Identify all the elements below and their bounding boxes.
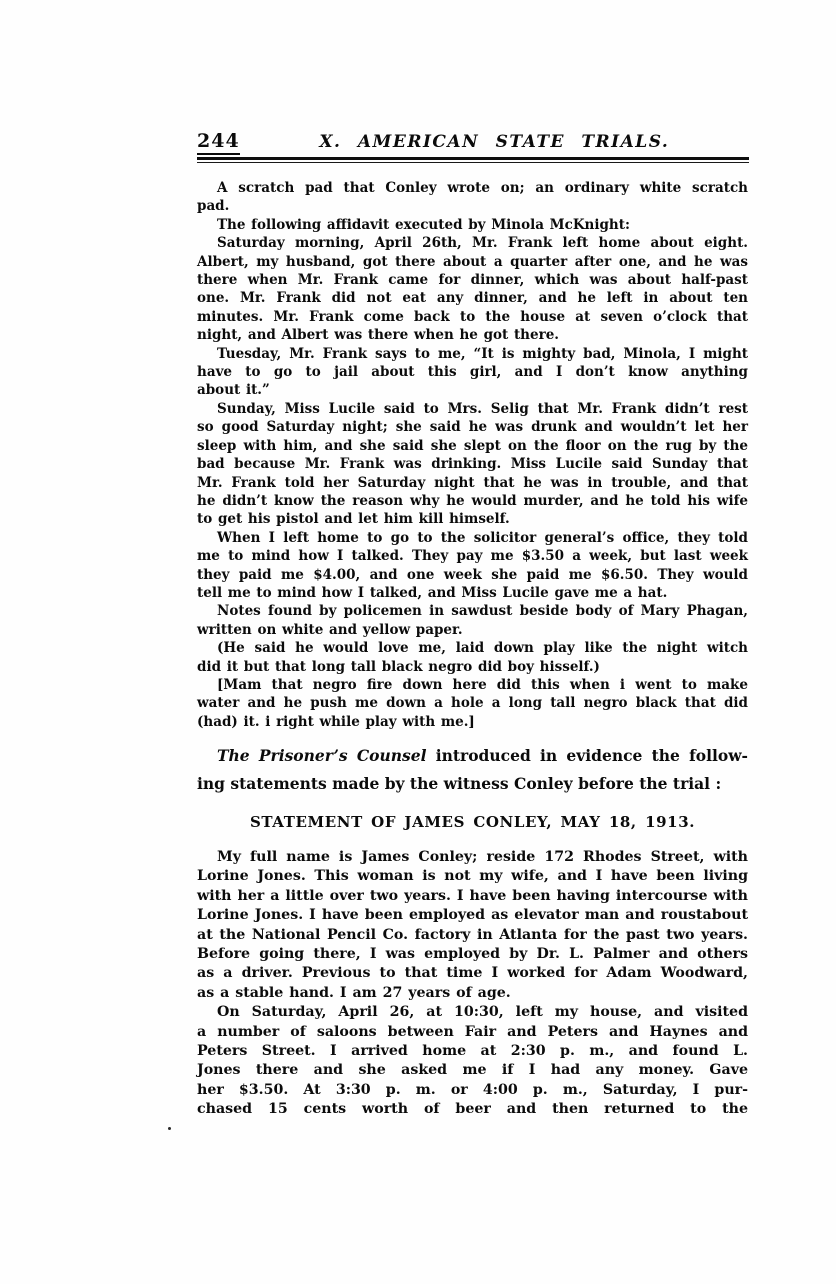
text-line: ing statements made by the witness Conley before the trial : — [197, 773, 722, 793]
text-line: chased 15 cents worth of beer and then returned to the — [197, 1101, 748, 1118]
text-line: did it but that long tall black negro did boy hisself.) — [197, 658, 600, 675]
text-line: sleep with him, and she said she slept on the floor on the rug by the — [197, 437, 748, 454]
header-rule-thick — [197, 157, 749, 160]
text-line: Albert, my husband, got there about a quarter after one, and he was — [197, 253, 748, 270]
text-line: water and he push me down a hole a long tall negro black that did — [197, 695, 748, 712]
text-line: there when Mr. Frank came for dinner, which was about half-past — [197, 272, 748, 289]
text-line: pad. — [197, 198, 230, 215]
text-line: bad because Mr. Frank was drinking. Miss Lucile said Sunday that — [197, 456, 748, 473]
text-line: at the National Pencil Co. factory in Atlanta for the past two years. — [197, 926, 748, 943]
text-line: so good Saturday night; she said he was drunk and wouldn’t let her — [197, 419, 748, 436]
paragraph — [197, 676, 748, 731]
text-line: (had) it. i right while play with me.] — [197, 713, 475, 730]
paragraph — [197, 179, 748, 216]
text-line: he didn’t know the reason why he would murder, and he told his wife — [197, 492, 748, 509]
counsel-intro-paragraph — [197, 742, 748, 797]
paragraph — [197, 529, 748, 603]
counsel-intro-rest: introduced in evidence the follow- — [426, 746, 748, 765]
text-line: as a driver. Previous to that time I worked for Adam Woodward, — [197, 965, 748, 982]
text-line: one. Mr. Frank did not eat any dinner, and he left in about ten — [197, 290, 748, 307]
text-line: The following affidavit executed by Minola McKnight: — [217, 216, 630, 233]
text-line — [197, 742, 748, 770]
header-rule-thin — [197, 162, 749, 163]
text-line: written on white and yellow paper. — [197, 621, 463, 638]
text-line: Notes found by policemen in sawdust beside body of Mary Phagan, — [217, 603, 748, 620]
text-line: Saturday morning, April 26th, Mr. Frank left home about eight. — [217, 235, 748, 252]
counsel-intro-lead: The Prisoner’s Counsel — [217, 746, 427, 765]
statement-heading: STATEMENT OF JAMES CONLEY, MAY 18, 1913. — [249, 813, 696, 831]
text-line: about it.” — [197, 382, 270, 399]
ink-dot-artifact — [168, 1127, 171, 1130]
text-line: Peters Street. I arrived home at 2:30 p. m., and found L. — [197, 1043, 748, 1060]
text-line: Tuesday, Mr. Frank says to me, “It is mighty bad, Minola, I might — [217, 345, 748, 362]
text-line: to get his pistol and let him kill himself. — [197, 511, 510, 528]
text-line: her $3.50. At 3:30 p. m. or 4:00 p. m., Saturday, I pur- — [197, 1081, 748, 1098]
text-line: Before going there, I was employed by Dr. L. Palmer and others — [197, 946, 748, 963]
text-line: Sunday, Miss Lucile said to Mrs. Selig that Mr. Frank didn’t rest — [217, 400, 748, 417]
paragraph — [197, 602, 748, 639]
text-line: A scratch pad that Conley wrote on; an ordinary white scratch — [217, 180, 748, 196]
paragraph — [197, 639, 748, 676]
statement-section — [197, 848, 748, 1120]
paragraph — [197, 234, 748, 344]
paragraph — [197, 216, 748, 234]
text-line: minutes. Mr. Frank come back to the house at seven o’clock that — [197, 308, 748, 325]
text-line: (He said he would love me, laid down play like the night witch — [217, 640, 748, 657]
page-number: 244 — [197, 130, 240, 155]
text-line: me to mind how I talked. They pay me $3.50 a week, but last week — [197, 548, 748, 565]
text-line: Mr. Frank told her Saturday night that he was in trouble, and that — [197, 474, 748, 491]
text-line: My full name is James Conley; reside 172 Rhodes Street, with — [217, 849, 748, 865]
text-line: Lorine Jones. This woman is not my wife, and I have been living — [197, 868, 748, 885]
affidavit-section — [197, 179, 748, 731]
paragraph — [197, 1003, 748, 1119]
text-line: Lorine Jones. I have been employed as elevator man and roustabout — [197, 907, 748, 924]
header-rule — [197, 157, 749, 163]
text-line: On Saturday, April 26, at 10:30, left my house, and visited — [217, 1004, 748, 1021]
paragraph — [197, 848, 748, 1003]
running-title: X. AMERICAN STATE TRIALS. — [319, 132, 670, 152]
page-header — [197, 130, 749, 155]
text-line: night, and Albert was there when he got there. — [197, 327, 559, 344]
text-line: they paid me $4.00, and one week she paid me $6.50. They would — [197, 566, 748, 583]
text-line: tell me to mind how I talked, and Miss Lucile gave me a hat. — [197, 584, 668, 601]
paragraph — [197, 345, 748, 400]
text-line: [Mam that negro fire down here did this when i went to make — [217, 676, 748, 693]
paragraph — [197, 400, 748, 529]
text-line: as a stable hand. I am 27 years of age. — [197, 984, 511, 1001]
text-line: When I left home to go to the solicitor general’s office, they told — [217, 529, 748, 546]
text-line: Jones there and she asked me if I had any money. Gave — [197, 1062, 748, 1079]
text-line: a number of saloons between Fair and Peters and Haynes and — [197, 1023, 748, 1040]
text-line: have to go to jail about this girl, and I don’t know anything — [197, 364, 748, 381]
text-line: with her a little over two years. I have been having intercourse with — [197, 887, 748, 904]
